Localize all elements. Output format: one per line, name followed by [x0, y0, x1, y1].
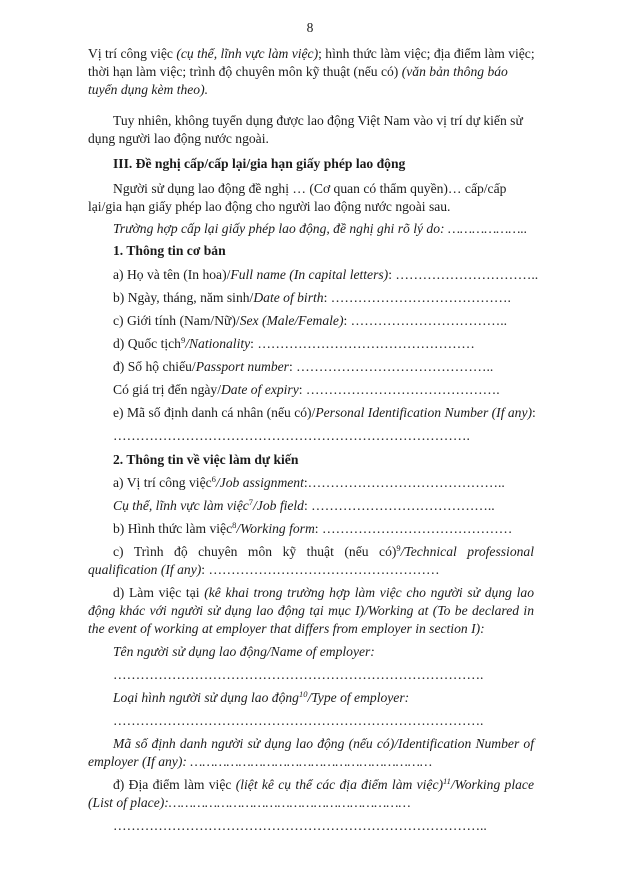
section-3-para-line-1: Người sử dụng lao động đề nghị … (Cơ quan có thẩm quyền)… cấp/cấp: [113, 181, 507, 196]
intro-p2-line-1: Tuy nhiên, không tuyển dụng được lao động Việt Nam vào vị trí dự kiến sử: [113, 113, 523, 128]
field-passport-number: đ) Số hộ chiếu/Passport number: ……………………………………..: [113, 359, 494, 374]
field-job-field: Cụ thể, lĩnh vực làm việc$^7$/Job field: …………………………………..: [113, 497, 495, 513]
field-employer-name-dots: ……………………………………………………………………….: [113, 667, 484, 682]
page-number: 8: [306, 20, 314, 35]
field-personal-id-dots: …………………………………………………………………….: [113, 428, 470, 443]
basic-info-heading: 1. Thông tin cơ bản: [113, 243, 226, 258]
reissue-reason-note: Trường hợp cấp lại giấy phép lao động, đề nghị ghi rõ lý do: ………………..: [113, 221, 528, 236]
field-job-assignment: a) Vị trí công việc$^6$/Job assignment:……………………………………..: [113, 474, 505, 490]
field-sex: c) Giới tính (Nam/Nữ)/Sex (Male/Female): ……………………………..: [113, 313, 507, 328]
field-technical-qualification-line-2: qualification (If any): ……………………………………………: [88, 562, 440, 577]
intro-line-1: Vị trí công việc (cụ thể, lĩnh vực làm việc); hình thức làm việc; địa điểm làm việc;: [88, 46, 535, 61]
field-employer-type: Loại hình người sử dụng lao động$^{10}$/Type of employer:: [113, 689, 410, 705]
field-employer-type-dots: ……………………………………………………………………….: [113, 713, 484, 728]
field-working-place-line-2: (List of place):……………………………………………………: [88, 795, 411, 810]
section-3-heading: III. Đề nghị cấp/cấp lại/gia hạn giấy phép lao động: [113, 156, 406, 171]
field-employer-id-line-1: Mã số định danh người sử dụng lao động (nếu có)/Identification Number of: [113, 736, 534, 751]
field-working-at-line-3: the event of working at employer that differs from employer in section I):: [88, 621, 485, 636]
field-employer-name: Tên người sử dụng lao động/Name of employer:: [113, 644, 375, 659]
field-working-at-line-1: d) Làm việc tại (kê khai trong trường hợp làm việc cho người sử dụng lao: [113, 585, 534, 600]
field-working-form: b) Hình thức làm việc$^8$/Working form: ……………………………………: [113, 520, 513, 536]
field-technical-qualification: c) Trình độ chuyên môn kỹ thuật (nếu có)$^9$/Technical professional: [113, 543, 534, 559]
field-working-place-line-1: đ) Địa điểm làm việc (liệt kê cụ thể các địa điểm làm việc)$^{11}$/Working place: [113, 776, 534, 792]
field-date-of-birth: b) Ngày, tháng, năm sinh/Date of birth: ………………………………….: [113, 290, 511, 305]
field-working-place-dots: ………………………………………………………………………..: [113, 818, 487, 833]
field-working-at-line-2: động khác với người sử dụng lao động tại mục I)/Working at (To be declared in: [88, 603, 534, 618]
field-full-name: a) Họ và tên (In hoa)/Full name (In capital letters): …………………………..: [113, 267, 539, 282]
field-employer-id-line-2: employer (If any): ……………………………………………………: [88, 754, 433, 769]
field-personal-id: e) Mã số định danh cá nhân (nếu có)/Personal Identification Number (If any):: [113, 405, 536, 420]
intro-p2-line-2: dụng người lao động nước ngoài.: [88, 131, 269, 146]
field-nationality: d) Quốc tịch$^9$/Nationality: …………………………………………: [113, 335, 475, 351]
section-3-para-line-2: lại/gia hạn giấy phép lao động cho người lao động nước ngoài sau.: [88, 199, 451, 214]
intro-line-2: thời hạn làm việc; trình độ chuyên môn kỹ thuật (nếu có) (văn bản thông báo: [88, 64, 508, 79]
job-info-heading: 2. Thông tin về việc làm dự kiến: [113, 452, 299, 467]
field-date-of-expiry: Có giá trị đến ngày/Date of expiry: …………………………………….: [113, 382, 500, 397]
intro-line-3: tuyển dụng kèm theo).: [88, 82, 209, 97]
